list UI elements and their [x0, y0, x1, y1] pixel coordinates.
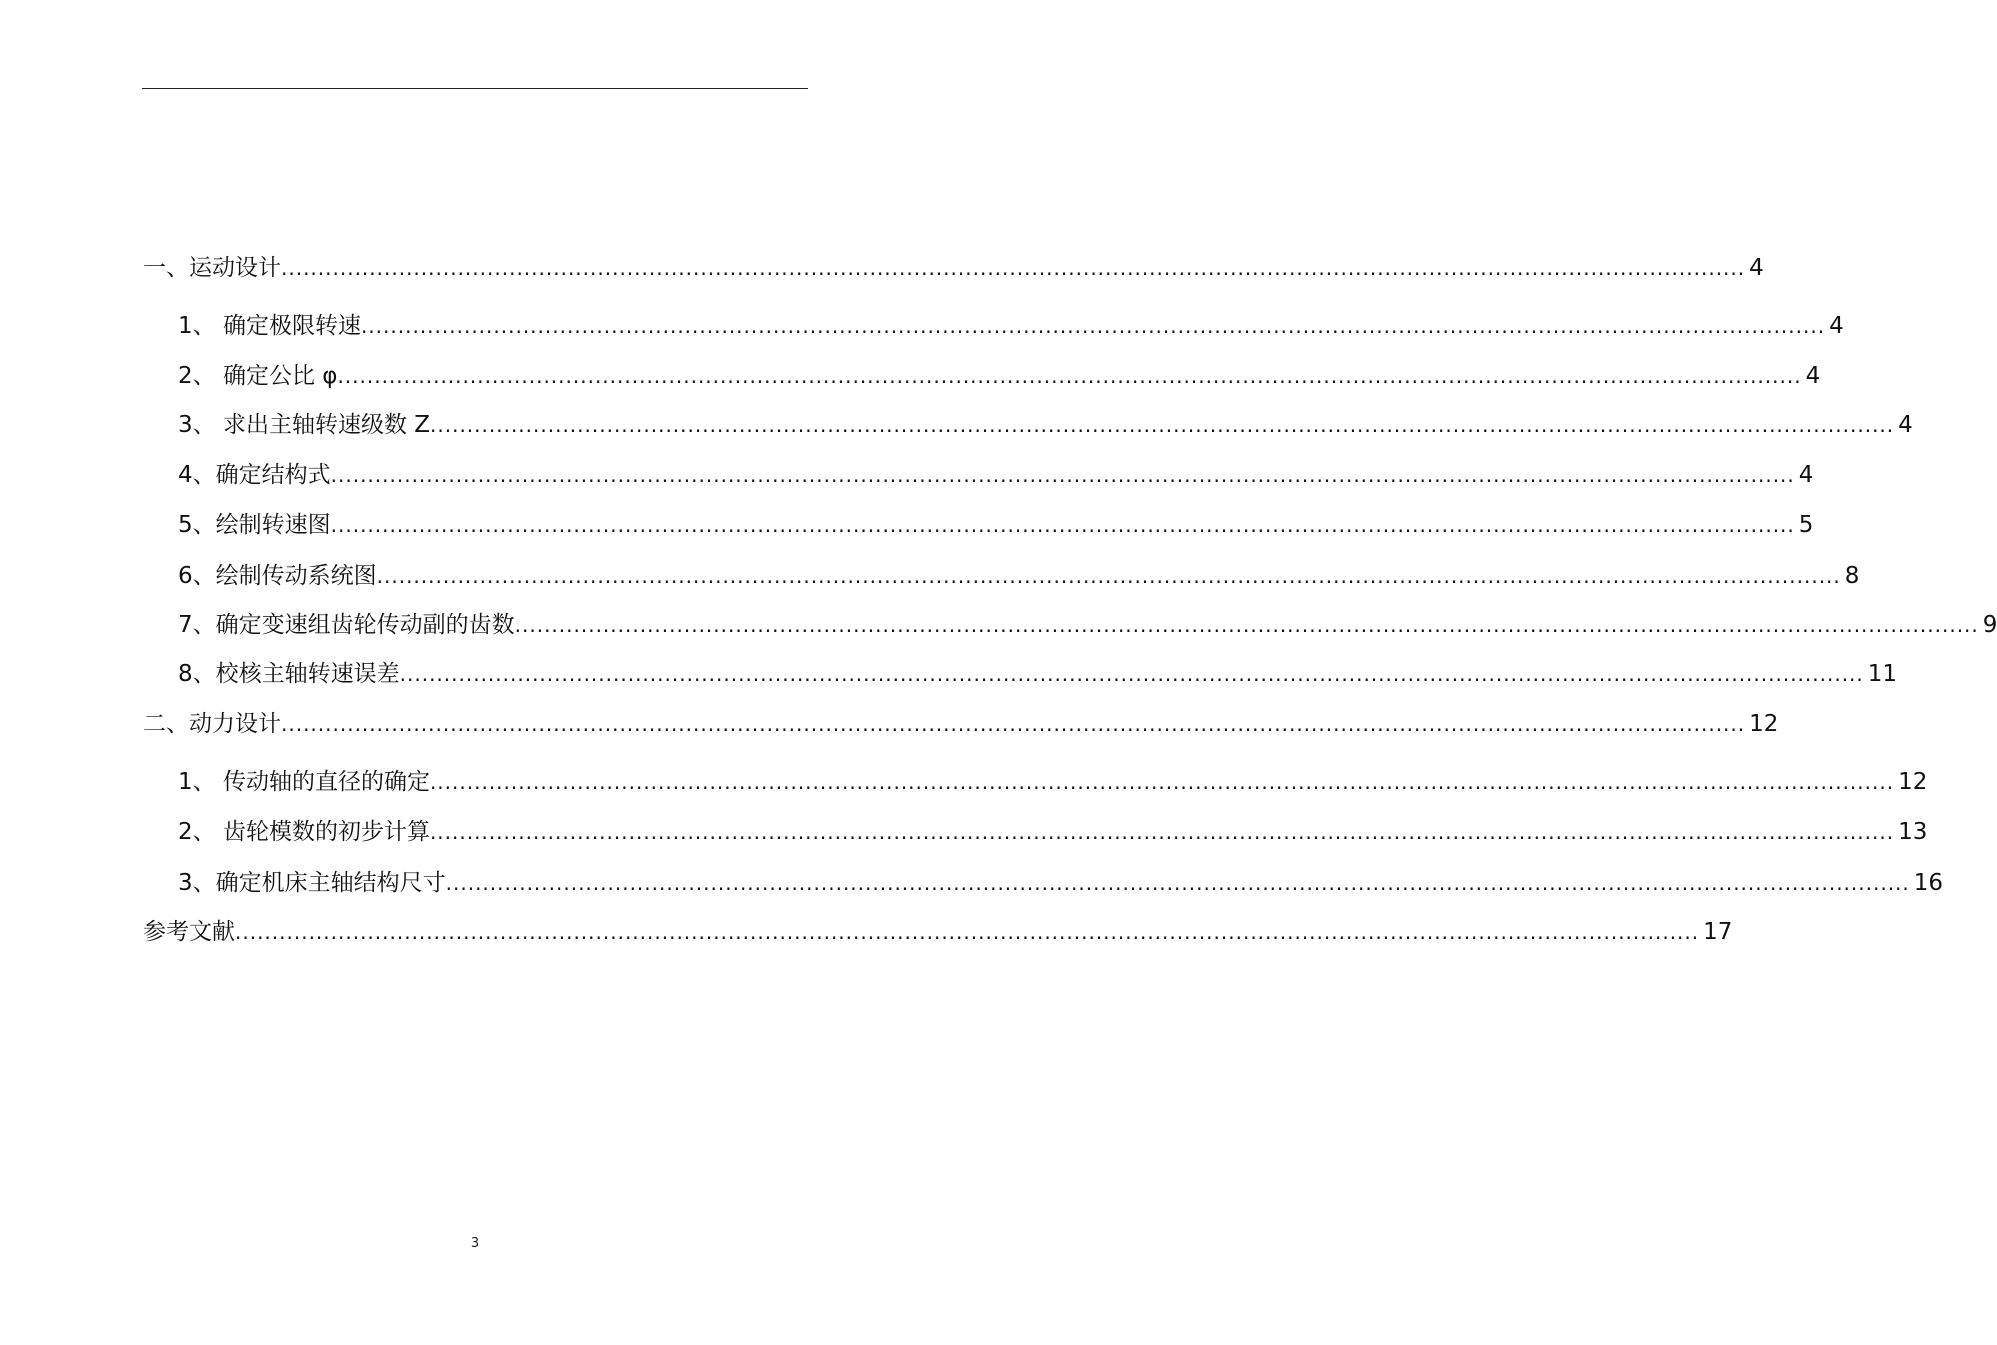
toc-entry-page: 4: [1898, 412, 1913, 438]
toc-entry-page: 5: [1798, 512, 1814, 538]
toc-entry-label: 2、 确定公比 φ: [178, 363, 338, 389]
toc-entry-label: 8、校核主轴转速误差: [178, 661, 400, 687]
toc-entry-label: 一、运动设计: [143, 255, 281, 281]
toc-entry-label: 2、 齿轮模数的初步计算: [178, 819, 430, 845]
toc-entry-label: 参考文献: [143, 919, 235, 945]
toc-entry-spindle-dimensions[interactable]: [178, 865, 1944, 901]
toc-entry-speed-steps[interactable]: [178, 407, 1913, 443]
toc-entry-page: 12: [1898, 769, 1928, 795]
toc-leader-dots: .......................................................................................................................................................................................................: [330, 513, 1795, 537]
toc-entry-label: 1、 传动轴的直径的确定: [178, 769, 430, 795]
toc-entry-label: 3、确定机床主轴结构尺寸: [178, 870, 446, 896]
toc-entry-gear-module[interactable]: [178, 814, 1928, 850]
toc-leader-dots: .......................................................................................................................................................................................................: [399, 662, 1864, 686]
toc-entry-transmission-diagram[interactable]: [178, 558, 1860, 594]
toc-entry-label: 二、动力设计: [143, 711, 281, 737]
toc-entry-page: 9: [1982, 612, 1997, 638]
toc-entry-gear-teeth[interactable]: [178, 607, 1997, 643]
toc-entry-page: 13: [1898, 819, 1928, 845]
toc-entry-references[interactable]: [143, 914, 1733, 950]
toc-entry-speed-diagram[interactable]: [178, 507, 1814, 543]
toc-entry-speed-limits[interactable]: [178, 308, 1844, 344]
toc-entry-page: 17: [1703, 919, 1733, 945]
toc-entry-page: 8: [1844, 563, 1860, 589]
toc-leader-dots: .......................................................................................................................................................................................................: [430, 413, 1895, 437]
toc-entry-page: 4: [1829, 313, 1844, 339]
toc-leader-dots: .......................................................................................................................................................................................................: [514, 613, 1979, 637]
toc-entry-page: 4: [1798, 462, 1814, 488]
toc-entry-shaft-diameter[interactable]: [178, 764, 1928, 800]
toc-leader-dots: .......................................................................................................................................................................................................: [445, 871, 1910, 895]
toc-entry-page: 16: [1913, 870, 1944, 896]
toc-entry-structure-formula[interactable]: [178, 457, 1814, 493]
toc-leader-dots: .......................................................................................................................................................................................................: [337, 364, 1802, 388]
toc-entry-page: 12: [1749, 711, 1779, 737]
toc-entry-ratio[interactable]: [178, 358, 1821, 394]
toc-leader-dots: .......................................................................................................................................................................................................: [429, 770, 1895, 794]
toc-entry-power-design[interactable]: [143, 706, 1779, 742]
toc-entry-label: 4、确定结构式: [178, 462, 331, 488]
toc-entry-label: 5、绘制转速图: [178, 512, 331, 538]
toc-leader-dots: .......................................................................................................................................................................................................: [235, 920, 1700, 944]
page-number: 3: [470, 1236, 480, 1251]
toc-entry-speed-error[interactable]: [178, 656, 1898, 692]
toc-entry-page: 4: [1749, 255, 1764, 281]
toc-entry-label: 7、确定变速组齿轮传动副的齿数: [178, 612, 515, 638]
toc-entry-page: 11: [1867, 661, 1898, 687]
toc-entry-label: 6、绘制传动系统图: [178, 563, 377, 589]
toc-entry-motion-design[interactable]: [143, 250, 1764, 286]
toc-leader-dots: .......................................................................................................................................................................................................: [281, 712, 1746, 736]
toc-entry-label: 3、 求出主轴转速级数 Z: [178, 412, 431, 438]
toc-leader-dots: .......................................................................................................................................................................................................: [429, 820, 1895, 844]
toc-leader-dots: .......................................................................................................................................................................................................: [360, 314, 1826, 338]
toc-entry-label: 1、 确定极限转速: [178, 313, 361, 339]
toc-leader-dots: .......................................................................................................................................................................................................: [376, 564, 1841, 588]
toc-leader-dots: .......................................................................................................................................................................................................: [330, 463, 1795, 487]
toc-entry-page: 4: [1805, 363, 1821, 389]
toc-leader-dots: .......................................................................................................................................................................................................: [281, 256, 1746, 280]
